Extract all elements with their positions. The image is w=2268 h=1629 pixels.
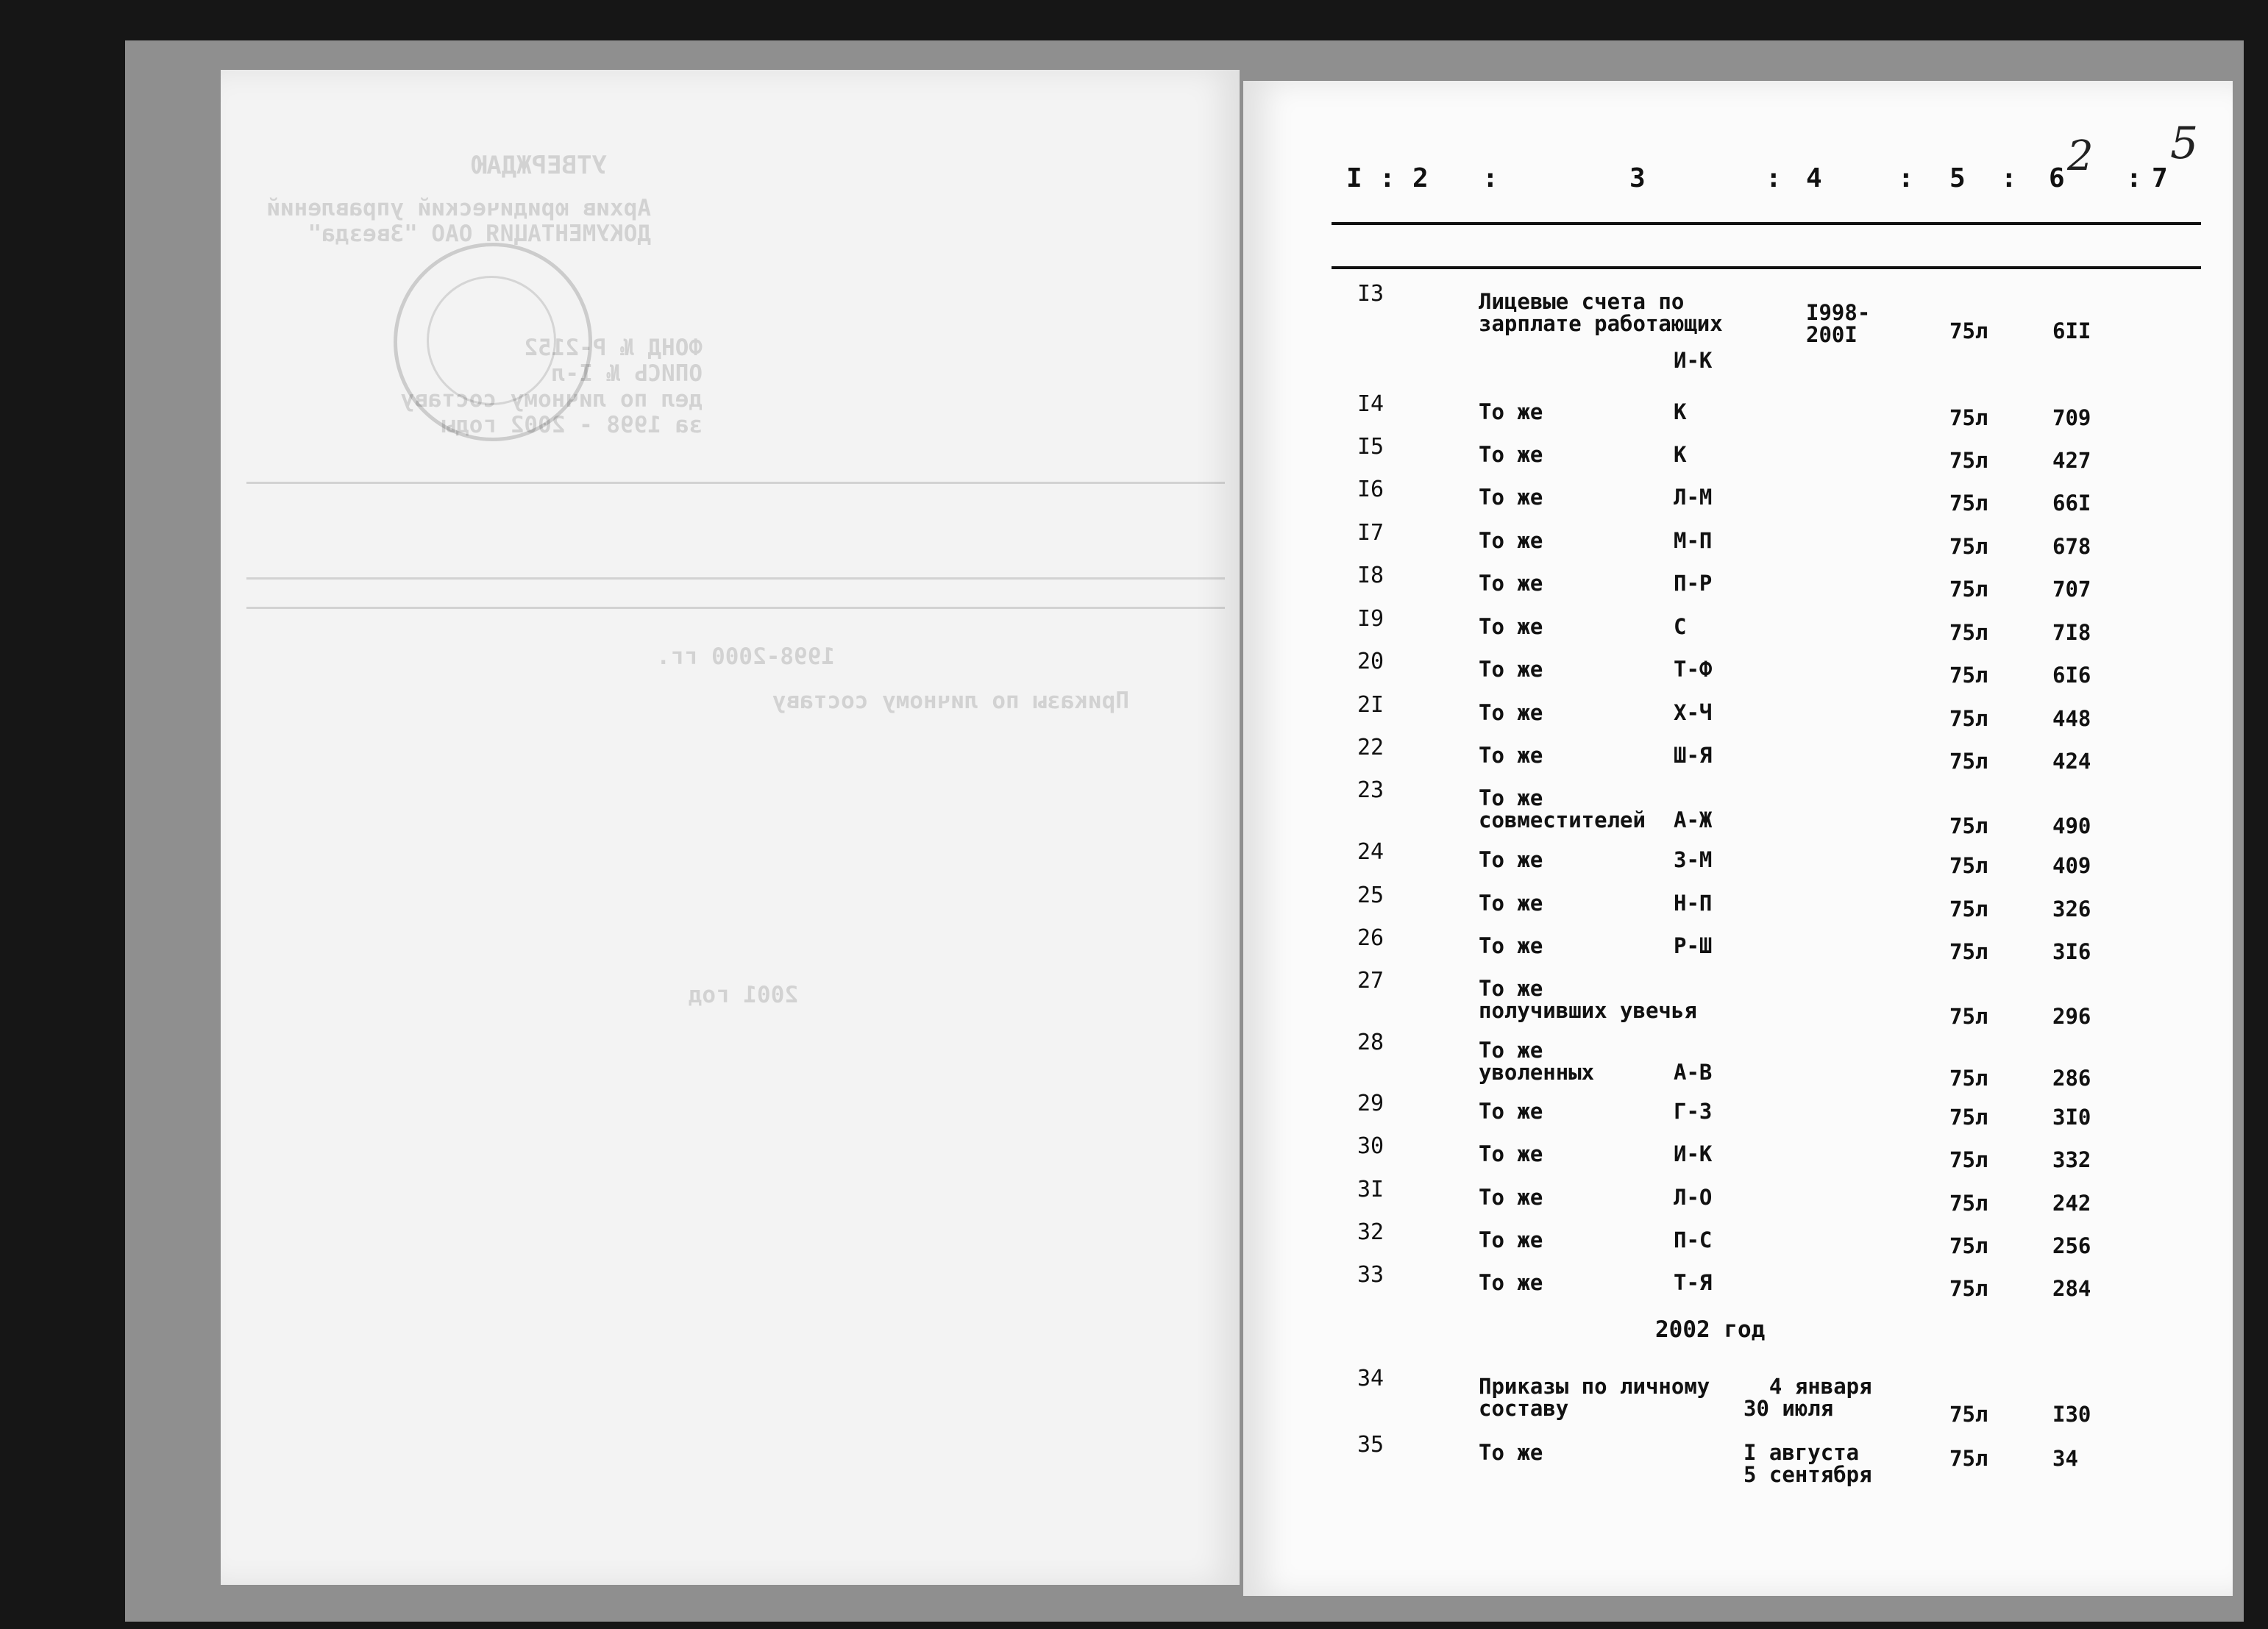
- row-sheets: 707: [2052, 577, 2091, 602]
- column-number-1: I: [1346, 163, 1362, 193]
- row-number: 23: [1357, 777, 1384, 803]
- ghost-line: 1998-2000 гг.: [656, 644, 835, 670]
- row-term: 75л: [1949, 663, 1988, 688]
- column-number-5: 5: [1949, 163, 1966, 193]
- row-number: 24: [1357, 839, 1384, 865]
- column-number-6: 6: [2049, 163, 2065, 193]
- row-title: То же: [1479, 1141, 1543, 1166]
- row-number: I3: [1357, 281, 1384, 307]
- row-sheets: 296: [2052, 1004, 2091, 1029]
- row-title: То же: [1479, 1270, 1543, 1295]
- row-number: 26: [1357, 925, 1384, 951]
- row-letters: З-М: [1674, 847, 1713, 872]
- row-title: То же: [1479, 657, 1543, 682]
- row-term: 75л: [1949, 1233, 1988, 1258]
- row-sheets: 332: [2052, 1147, 2091, 1172]
- row-sheets: 66I: [2052, 491, 2091, 516]
- row-term: 75л: [1949, 749, 1988, 774]
- row-term: 75л: [1949, 1147, 1988, 1172]
- row-number: 27: [1357, 968, 1384, 994]
- row-term: 75л: [1949, 1004, 1988, 1029]
- row-term: 75л: [1949, 318, 1988, 343]
- row-letters: С: [1674, 614, 1687, 639]
- row-title: Лицевые счета по зарплате работающих: [1479, 289, 1723, 336]
- row-letters: Л-М: [1674, 485, 1713, 510]
- row-sheets: 284: [2052, 1276, 2091, 1301]
- row-letters: Р-Ш: [1674, 933, 1713, 958]
- row-letters: Г-З: [1674, 1099, 1713, 1124]
- column-number-2: 2: [1412, 163, 1429, 193]
- left-page-show-through: [221, 70, 1240, 1585]
- row-title: То же: [1479, 528, 1543, 553]
- right-page: 2 5 I : 2 : 3 : 4 : 5 : 6 : 7 I3 Лицевые счета по зарплате работающих И-К I998- 200I 75л 6II I4 То же К 75л 709 I5 То же К 75л 427 I6 То же Л-М 75л 66I I7 То же М-П 75л 678 I8 То же П-Р 75л 707 I9 То же С 75л 7I8 20 То же Т-Ф 75л 6I6 2I То же Х-Ч 75л 448 22 То же Ш-Я 75л 424 23 То же совместителей А-Ж 75л 490 24 То же З-М 75л 409 25 То же Н-П 75л 326 26 То же Р-Ш 75л 3I6 27 То же получивших увечья 75л 296 28 То же уволенных А-В 75л 286 29 То же Г-З 75л 3I0 30 То же И-К 75л 332 3I То же Л-О 75л 242 32 То же П-С 75л 256 33 То же Т-Я 75л 284 34 Приказы по личному составу 4 января 30 июля 75л I30 35 То же I августа 5 сентября 75л 34 2002 год: [1243, 81, 2233, 1596]
- row-number: I7: [1357, 520, 1384, 546]
- row-title: То же: [1479, 933, 1543, 958]
- row-letters: Т-Я: [1674, 1270, 1713, 1295]
- row-title: То же: [1479, 1185, 1543, 1210]
- ghost-line: Архив юридический управлений: [266, 195, 651, 221]
- row-term: 75л: [1949, 1446, 1988, 1471]
- row-title: То же: [1479, 1227, 1543, 1252]
- row-term: 75л: [1949, 853, 1988, 878]
- row-number: I8: [1357, 563, 1384, 588]
- row-letters: И-К: [1674, 348, 1713, 373]
- row-sheets: 409: [2052, 853, 2091, 878]
- row-title: То же: [1479, 614, 1543, 639]
- row-term: 75л: [1949, 1066, 1988, 1091]
- row-sheets: 3I0: [2052, 1105, 2091, 1130]
- row-letters: А-В: [1674, 1060, 1713, 1085]
- row-number: 32: [1357, 1219, 1384, 1245]
- column-number-4: 4: [1806, 163, 1822, 193]
- column-number-7: 7: [2152, 163, 2168, 193]
- row-letters: К: [1674, 442, 1687, 467]
- row-sheets: 424: [2052, 749, 2091, 774]
- row-number: I6: [1357, 477, 1384, 502]
- page-number: 2: [2067, 132, 2094, 180]
- row-sheets: 256: [2052, 1233, 2091, 1258]
- ghost-line: ОПИСЬ № I-л: [551, 360, 703, 387]
- row-title: То же: [1479, 1440, 1543, 1465]
- row-term: 75л: [1949, 534, 1988, 559]
- row-number: 20: [1357, 649, 1384, 674]
- mirrored-text: [221, 70, 1240, 1585]
- row-letters: Ш-Я: [1674, 743, 1713, 768]
- row-sheets: 286: [2052, 1066, 2091, 1091]
- ghost-line: УТВЕРЖДАЮ: [471, 151, 607, 180]
- row-letters: П-Р: [1674, 571, 1713, 596]
- row-term: 75л: [1949, 448, 1988, 473]
- row-number: 3I: [1357, 1177, 1384, 1202]
- row-title: То же: [1479, 571, 1543, 596]
- row-title: То же: [1479, 485, 1543, 510]
- row-term: 75л: [1949, 1191, 1988, 1216]
- row-sheets: 490: [2052, 813, 2091, 838]
- row-number: 25: [1357, 883, 1384, 908]
- row-letters: Х-Ч: [1674, 700, 1713, 725]
- row-dates: I августа 5 сентября: [1743, 1440, 1872, 1487]
- row-title: То же: [1479, 700, 1543, 725]
- sheet-number: 5: [2170, 118, 2199, 169]
- row-number: I9: [1357, 606, 1384, 632]
- row-number: 33: [1357, 1262, 1384, 1288]
- row-number: 22: [1357, 735, 1384, 760]
- ghost-line: ДОКУМЕНТАЦИЯ ОАО "Звезда": [308, 221, 651, 247]
- row-term: 75л: [1949, 939, 1988, 964]
- row-title: То же уволенных: [1479, 1038, 1595, 1085]
- row-title: То же: [1479, 1099, 1543, 1124]
- row-term: 75л: [1949, 706, 1988, 731]
- row-title: То же получивших увечья: [1479, 976, 1697, 1023]
- row-sheets: 6II: [2052, 318, 2091, 343]
- row-title: То же: [1479, 442, 1543, 467]
- row-letters: М-П: [1674, 528, 1713, 553]
- row-sheets: 427: [2052, 448, 2091, 473]
- row-term: 75л: [1949, 1276, 1988, 1301]
- row-sheets: 7I8: [2052, 620, 2091, 645]
- row-term: 75л: [1949, 577, 1988, 602]
- row-term: 75л: [1949, 813, 1988, 838]
- row-sheets: 678: [2052, 534, 2091, 559]
- row-letters: И-К: [1674, 1141, 1713, 1166]
- row-title: То же: [1479, 743, 1543, 768]
- ghost-line: дел по личному составу: [400, 386, 703, 413]
- row-sheets: I30: [2052, 1402, 2091, 1427]
- row-sheets: 6I6: [2052, 663, 2091, 688]
- row-number: 35: [1357, 1432, 1384, 1458]
- inventory-table: [1243, 81, 2233, 1596]
- row-number: I4: [1357, 391, 1384, 417]
- row-number: 30: [1357, 1133, 1384, 1159]
- row-title: То же: [1479, 399, 1543, 424]
- row-sheets: 448: [2052, 706, 2091, 731]
- row-title: Приказы по личному составу: [1479, 1374, 1710, 1421]
- row-letters: Н-П: [1674, 891, 1713, 916]
- ghost-line: Приказы по личному составу: [772, 688, 1129, 714]
- row-title: То же совместителей: [1479, 785, 1646, 833]
- year-heading: 2002 год: [1655, 1316, 1766, 1343]
- row-number: 29: [1357, 1091, 1384, 1116]
- row-title: То же: [1479, 847, 1543, 872]
- row-letters: Л-О: [1674, 1185, 1713, 1210]
- row-sheets: 326: [2052, 897, 2091, 922]
- row-letters: Т-Ф: [1674, 657, 1713, 682]
- row-number: 28: [1357, 1030, 1384, 1055]
- row-term: 75л: [1949, 1105, 1988, 1130]
- row-term: 75л: [1949, 1402, 1988, 1427]
- row-term: 75л: [1949, 620, 1988, 645]
- row-letters: П-С: [1674, 1227, 1713, 1252]
- row-term: 75л: [1949, 405, 1988, 430]
- row-title: То же: [1479, 891, 1543, 916]
- row-sheets: 34: [2052, 1446, 2078, 1471]
- row-letters: К: [1674, 399, 1687, 424]
- row-sheets: 242: [2052, 1191, 2091, 1216]
- ghost-line: 2001 год: [688, 982, 798, 1008]
- row-dates: I998- 200I: [1806, 300, 1871, 347]
- stamp-seal: [394, 243, 592, 441]
- row-dates: 4 января 30 июля: [1743, 1374, 1872, 1421]
- row-sheets: 3I6: [2052, 939, 2091, 964]
- row-number: 2I: [1357, 692, 1384, 718]
- row-number: I5: [1357, 434, 1384, 460]
- row-number: 34: [1357, 1366, 1384, 1391]
- row-term: 75л: [1949, 491, 1988, 516]
- row-term: 75л: [1949, 897, 1988, 922]
- row-sheets: 709: [2052, 405, 2091, 430]
- column-number-3: 3: [1629, 163, 1646, 193]
- ghost-line: за 1998 - 2002 годы: [441, 412, 703, 438]
- ghost-line: ФОНД № Р-2152: [524, 335, 703, 361]
- row-letters: А-Ж: [1674, 808, 1713, 833]
